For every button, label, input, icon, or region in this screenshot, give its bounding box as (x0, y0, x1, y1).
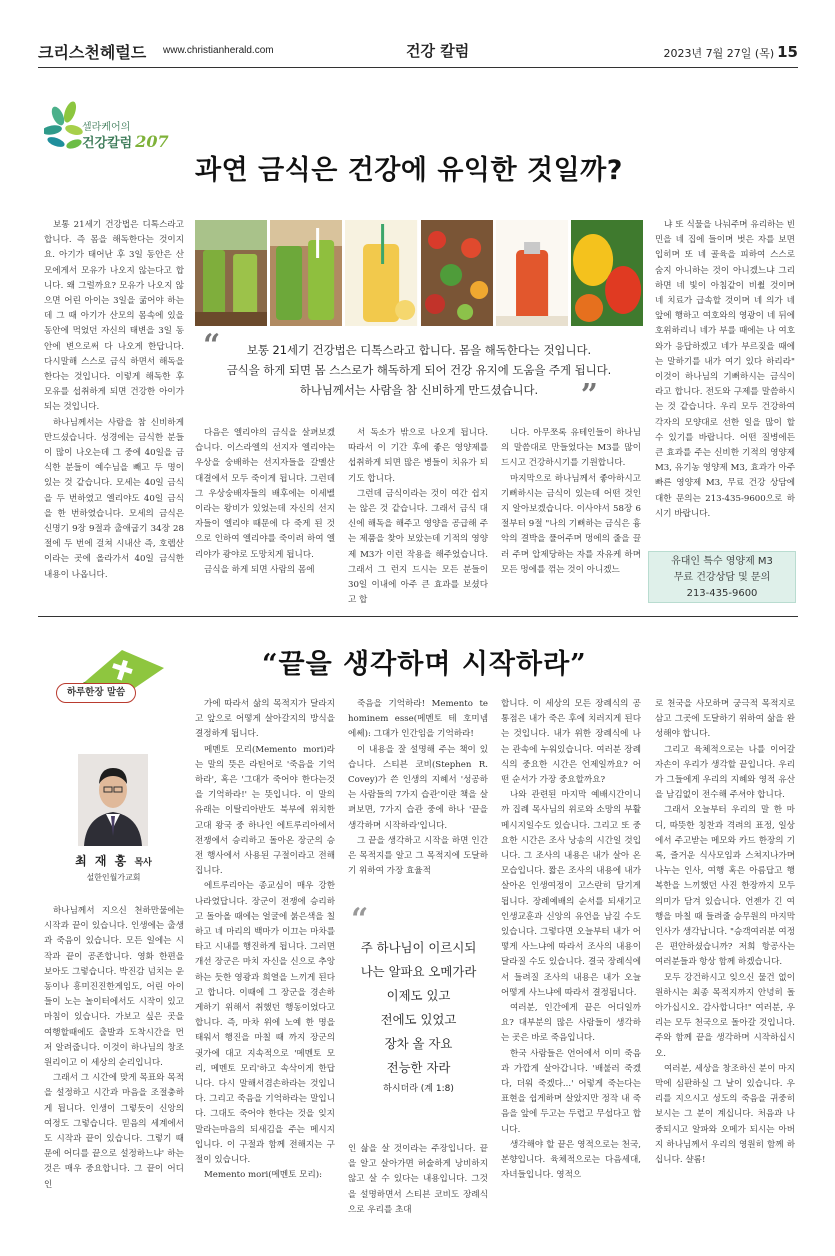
article1-column-3 (348, 426, 488, 608)
article1-column-5 (655, 218, 795, 522)
juice-photo-strip (195, 220, 643, 326)
logo-caption: 셀라케어의 (82, 122, 131, 133)
issue-date (664, 43, 798, 61)
article1-column-1 (44, 218, 184, 583)
paragraph: 모두 강건하시고 잊으신 물건 없이 원하시는 최종 목적지까지 안녕히 돌아가십시오. 감사합니다!" 여러분, 우리는 모두 천국으로 돌아갈 것입니다. 주와 함께 끝을 생각하며 시작하십시오. (655, 972, 795, 1059)
paragraph: 하나님께서 지으신 천하만물에는 시작과 끝이 있습니다. 인생에는 출생과 죽음이 있습니다. 모든 일에는 시작과 끝이 공존합니다. 영화 한편을 보아도 그렇습니다. 박진감 넘치는 운동이나 흥미진진한게임도, 어린 아이들이 노는 놀이터에서도 시작이 있고 마침이 있습니다. 가보고 싶은 곳을 여행할때에도 출발과 도착시간을 먼저 알려줍니다. 이것이 하나님의 창조원리이고 이 세상의 순리입니다. (44, 906, 184, 1069)
paragraph: 그래서 오늘부터 우리의 말 한 마디, 따뜻한 칭찬과 격려의 표정, 일상에서 주고받는 메모와 카드 한장의 기록, 즐거운 식사모임과 스쳐지나가며 나누는 인사, 여행 혹은 아름답고 행복한을 느끼했던 사진 한장까지 모두 의미가 담겨 있습니다. 언젠가 긴 여행을 마칠 때 들려줄 승무원의 마지막 인사가 생각납니다. "승객여러분 여정은 편안하셨습니까? 저희 항공사는 여러분들과 항상 함께 하겠습니다. (655, 805, 795, 968)
article2-column-4 (501, 697, 641, 1184)
article1-pullquote (195, 328, 643, 413)
paragraph: 그리고 육체적으로는 나를 이어갈 자손이 우리가 생각할 끝입니다. 우리가 그들에게 우리의 지혜와 영적 유산을 남김없이 전수해 주셔야 합니다. (655, 744, 795, 801)
article-title: “끝을 생각하며 시작하라” (262, 649, 587, 680)
pullquote-line: 이제도 있고 (386, 988, 451, 1003)
author-title: 목사 (134, 858, 152, 868)
article-title: 과연 금식은 건강에 유익한 것일까? (195, 155, 623, 186)
paragraph: 죽음을 기억하라! Memento te hominem esse(메멘토 테 호미넴 에쎄): 그대가 인간임을 기억하라! (348, 699, 488, 740)
paragraph: 가에 따라서 삶의 목적지가 달라지고 앞으로 어떻게 살아갈지의 방식을 결정하게 됩니다. (195, 699, 335, 740)
paragraph: 서 독소가 밖으로 나오게 됩니다. 따라서 이 기간 후에 좋은 영양제를 섭취하게 되면 많은 병들이 치유가 되기도 합니다. (348, 428, 488, 484)
close-quote-icon: ” (580, 378, 598, 413)
paragraph: 마지막으로 하나님께서 좋아하시고 기뻐하시는 금식이 있는데 어떤 것인지 알아보겠습니다. 이사야서 58장 6절부터 9절 "나의 기뻐하는 금식은 흉악의 결박을 풀어주며 멍에의 줄을 끌러 주며 압제당하는 자를 자유케 하며 모든 멍에를 꺾는 것이 아니겠느 (501, 473, 641, 575)
paragraph: 로 천국을 사모하며 궁극적 목적지로 삼고 그곳에 도달하기 위하여 삶을 완성해야 합니다. (655, 699, 795, 740)
paragraph: 니다. 아무쪼록 유테인들이 하나님의 말씀대로 만들었다는 M3를 많이 드시고 건강하시기를 기원합니다. (501, 428, 641, 469)
pullquote-line: 보통 21세기 건강법은 디톡스라고 합니다. 몸을 해독한다는 것입니다. (246, 343, 592, 357)
paragraph: 그런데 금식이라는 것이 여간 쉽지는 않은 것 같습니다. 그래서 금식 대신에 해독을 해주고 영양을 공급해 주는 제품을 찾아 보았는데 기적의 영양제 M3가 이런 작용을 해주었습니다. 그래서 그 런지 드시는 모든 분들이 30일 이내에 아주 큰 효과를 보셨다고 합 (348, 488, 488, 606)
paragraph: 메멘토 모리(Memento mori)라는 말의 뜻은 라틴어로 '죽음을 기억하라', 혹은 '그대가 죽어야 한다는것을 기억하라!' 는 뜻입니다. 이 말의 유래는 이탈리아반도 북부에 위치한 고대 왕국 중 하나인 에트루리아에서 전쟁에서 승리하고 돌아온 장군의 승전 행사에서 사용된 구절이라고 전해집니다. (195, 744, 335, 877)
infobox-phone: 213-435-9600 (686, 588, 758, 599)
paper-name: 크리스천헤럴드 (38, 43, 147, 62)
paragraph: 이 내용을 잘 설명해 주는 책이 있습니다. 스티븐 코비(Stephen R. Covey)가 쓴 인생의 지혜서 '성공하는 사람들의 7가지 습관'이란 책을 살펴보면, 7가지 습관 중에 하나 '끝을 생각하며 시작하라'입니다. (348, 744, 488, 831)
article2-column-1 (44, 904, 184, 1193)
paragraph: 합니다. 이 세상의 모든 장례식의 공통점은 내가 죽은 후에 치러지게 된다는 것입니다. 내가 위한 장례식에 나는 관속에 누워있습니다. 여러분 장례식의 중요한 시간은 언제일까요? 어떤 순서가 가장 중요할까요? (501, 699, 641, 786)
green-juice-photo (195, 220, 267, 326)
open-quote-icon: “ (203, 328, 221, 363)
column-number: 207 (135, 132, 169, 151)
red-juice-photo (496, 220, 568, 326)
author-name-text: 최 재 홍 (75, 854, 129, 868)
peppers-photo (571, 220, 643, 326)
masthead (38, 40, 798, 68)
pullquote-line: 하나님께서는 사람을 참 신비하게 만드셨습니다. (299, 383, 539, 397)
article1-column-2 (195, 426, 335, 578)
pullquote-source: 하시더라 (계 1:8) (383, 1084, 454, 1094)
date-text: 2023년 7월 27일 (목) (663, 47, 775, 60)
paragraph: 냐 또 식물을 나눠주며 유리하는 빈민을 네 집에 들이며 벗은 자를 보면 입히며 또 네 골육을 피하여 스스로 숨지 아니하는 것이 아니겠느냐 그리하면 네 빛이 아침같이 비췰 것이며 네 치료가 급속할 것이며 네 의가 네 앞에 행하고 여호와의 영광이 네 뒤에 호위하리니 네가 부를 때에는 나 여호와가 응답하겠고 네가 부르짖을 때에는 말하기를 내가 여기 있다 하리라" 이것이 하나님의 기뻐하시는 금식이라고 합니다. 전도와 구제를 말씀하시는 것 같습니다. 우리 모두 건강하여 각자의 모양대로 선한 일을 많이 할 수 있기를 바랍니다. 어떤 질병에든 큰 효과를 주는 신비한 기적의 영양제 M3, 유기농 영양제 M3, 효과가 아주 빠른 영양제 M3, 무료 건강 상담에 대한 문의는 213-435-9600으로 하시기 바랍니다. (655, 220, 795, 519)
contact-infobox (648, 551, 796, 603)
lemon-juice-photo (345, 220, 417, 326)
pullquote-line: 전능한 자라 (386, 1060, 451, 1075)
pullquote-line: 전에도 있었고 (380, 1012, 457, 1027)
open-quote-icon: “ (351, 902, 369, 937)
infobox-line: 유대인 특수 영양제 M3 (671, 556, 773, 567)
author-name (56, 852, 171, 869)
article2-column-5 (655, 697, 795, 1168)
pullquote-line: 금식을 하게 되면 몸 스스로가 해독하게 되어 건강 유지에 도움을 주게 됩니다. (226, 363, 612, 377)
article2-column-2 (195, 697, 335, 1184)
article1-column-4 (501, 426, 641, 578)
vegetables-photo (421, 220, 493, 326)
article2-pullquote (345, 902, 492, 1103)
paragraph: 인 삶을 살 것이라는 주장입니다. 끝을 알고 살아가면 허술하게 낭비하지 않고 살 수 있다는 내용입니다. 그것을 설명하면서 스티븐 코비도 장례식으로 우리를 초대 (348, 1144, 488, 1215)
leaf-icon (44, 100, 84, 156)
paragraph: 에트루리아는 종교심이 매우 강한 나라였답니다. 장군이 전쟁에 승리하고 돌아올 때에는 얼굴에 붉은색을 칠하고 네 마리의 백마가 이끄는 마차를 타고 시내를 행진하게 됩니다. 그러면 개선 장군은 마치 자신을 신으로 추앙하는 듯한 영광과 희열을 느끼게 된다고 합니다. 이때에 그 장군을 경손하게하기 위해서 취했던 행동이었다고 합니다. 즉, 마차 위에 노예 한 명을 태워서 행진을 마칠 때 까지 장군의 귓가에 대고 지속적으로 '메멘토 모리, 메멘토 모리'하고 속삭이게 한답니다. 다시 말해서겸손하라는 것입니다. 그리고 죽음을 기억하라는 말입니다. 그대도 죽어야 한다는 것을 잊지 말라는마음의 되새김을 주는 메시지입니다. 이 구절과 함께 전해지는 구절이 있습니다. (195, 881, 335, 1166)
pullquote-line: 나는 알파요 오메가라 (360, 964, 477, 979)
logo-title (82, 132, 169, 151)
section-name: 건강 칼럼 (406, 42, 470, 60)
author-church: 설한인월가교회 (86, 873, 141, 882)
paragraph: 그 끝을 생각하고 시작을 하면 인간은 목적지를 알고 그 목적지에 도달하기 위하여 가장 효율적 (348, 835, 488, 877)
paragraph: 다음은 엘리야의 금식을 살펴보겠습니다. 이스라엘의 선지자 엘리야는 우상을 숭배하는 선지자들을 갈멜산 대결에서 모두 죽이게 됩니다. 그런데 그 우상숭배자들의 배후에는 이세벨이라는 왕비가 있었는데 자신의 선지자들이 엘리야 때문에 다 죽게 된 것으로 인하여 엘리야를 죽이려 하여 엘리야가 광야로 도망치게 됩니다. (195, 428, 335, 560)
paper-url[interactable]: www.christianherald.com (163, 45, 274, 56)
author-info (56, 852, 171, 883)
column-logo (44, 100, 184, 160)
article2-column-3-top (348, 697, 488, 879)
article2-column-3-bottom (348, 1142, 488, 1218)
pullquote-line: 장차 올 자요 (384, 1036, 453, 1051)
paragraph: 여러분, 세상을 창조하신 분이 마지막에 심판하실 그 날이 있습니다. 우리를 지으시고 성도의 죽음을 귀중히 보시는 그 분이 계십니다. 처음과 나중되시고 알파와 오메가 되시는 아버지 하나님께서 우리의 영원히 함께 하십니다. 샬롬! (655, 1063, 795, 1166)
article-divider (38, 616, 798, 617)
paragraph: 금식을 하게 되면 사람의 몸에 (204, 564, 315, 575)
paragraph: 하나님께서는 사람을 참 신비하게 만드셨습니다. 성경에는 금식한 분들이 많이 나오는데 그 중에 40일을 금식한 분들이 예수님을 빼고 두 명이 있는 것 같습니다. 모세는 40일 금식을 두 번하였고 엘리야도 40일 금식을 한 번하였습니다. 모세의 금식은 신명기 9장 9절과 출애굽기 34장 28절에 두 번에 걸쳐 시내산 즉, 호렙산이라는 곳에 올라가서 40일 금식한 내용이 나옵니다. (44, 417, 184, 580)
pullquote-line: 주 하나님이 이르시되 (360, 940, 477, 955)
paragraph: 생각해야 할 끝은 영적으로는 천국, 본향입니다. 육체적으로는 다음세대, 자녀들입니다. 영적으 (501, 1139, 641, 1181)
paragraph: Memento mori(메멘토 모리): (204, 1170, 323, 1181)
paragraph: 보통 21세기 건강법은 디톡스라고 합니다. 즉 몸을 해독한다는 것이지요. 아기가 태어난 후 3일 동안은 산모에게서 모유가 나오지 않는다고 합니다. 왜 그럴까요? 모유가 나오지 않으면 어린 아이는 3일을 굶어야 하는데 그 때 아기가 산모의 몸속에 있을 동안에 먹었던 자신의 태변을 3일 동안에 변으로써 다 나오게 한답니다. 다시말해 스스로 금식 하면서 해독을 한다는 것입니다. 이렇게 해독한 후 모유를 섭취하게 되면 건강한 아이가 되는 것입니다. (44, 220, 184, 413)
paragraph: 그래서 그 시간에 맞게 목표와 목적을 설정하고 시간과 마음을 조절충하게 됩니다. 인생이 그렇듯이 신앙의 여정도 그렇습니다. 믿음의 세계에서도 시작과 끝이 있습니다. 그렇기 때문에 어디를 끝으로 설정하느냐' 하는 것은 매우 중요합니다. 그 끝이 어디인 (44, 1073, 184, 1190)
paragraph: 나와 관련된 마지막 예배시간이니까 집례 목사님의 위로와 소망의 부활 메시지일수도 있습니다. 그리고 또 중요한 시간은 조사 낭송의 시간일 것입니다. 그 조사의 내용은 내가 살아 온 모습입니다. 짧은 조사의 내용에 내가 살아온 인생여정이 고스란히 담기게 됩니다. 장례예배의 순서를 되새기고 인생교훈과 신앙의 유언을 남길 수도 있습니다. 그렇다면 오늘부터 내가 어떻게 사느냐에 따라서 조사의 내용이 달라질 수도 있습니다. 결국 장례식에서 들려질 조사의 내용은 내가 오늘 어떻게 사느냐에 따라서 결정됩니다. (501, 790, 641, 998)
page-number: 15 (777, 43, 798, 61)
paragraph: 한국 사람들은 언어에서 이미 죽음과 가깝게 살아갑니다. '배불러 죽겠다, 더워 죽겠다...' 어렇게 죽는다는 표현을 쉽게하며 살았지만 정작 내 죽음을 앞에 두고는 두렵고 무섭다고 합니다. (501, 1048, 641, 1135)
paragraph: 여러분, 인간에게 끝은 어디일까요? 대부분의 많은 사람들이 생각하는 곳은 바로 죽음입니다. (501, 1003, 641, 1044)
green-smoothie-photo (270, 220, 342, 326)
logo-title-text: 건강칼럼 (82, 136, 133, 151)
infobox-line: 무료 건강상담 및 문의 (673, 572, 771, 583)
column-badge: 하루한장 말씀 (56, 683, 136, 703)
author-photo (78, 754, 148, 846)
